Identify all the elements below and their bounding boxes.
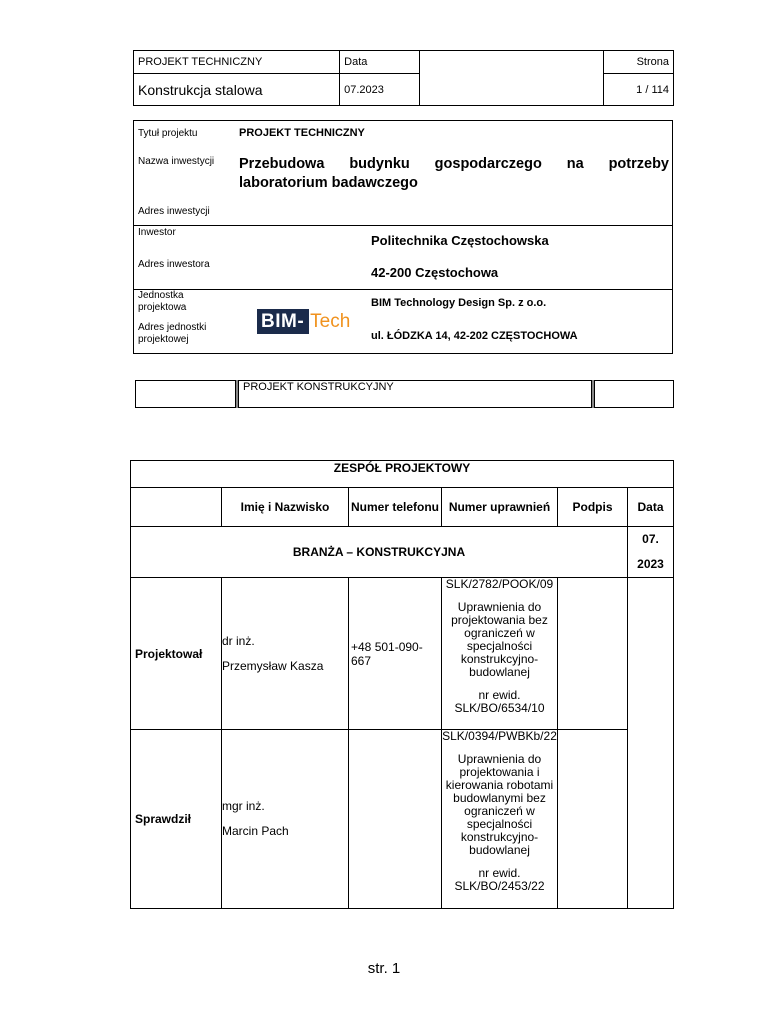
role-cell: Projektował [131, 578, 222, 730]
investor-address-label: Adres inwestora [138, 259, 210, 270]
name-header: Imię i Nazwisko [222, 488, 349, 527]
signature-header: Podpis [558, 488, 628, 527]
bar-separator [591, 380, 595, 408]
subject-cell: Konstrukcja stalowa [134, 74, 340, 106]
project-info-box [133, 120, 673, 354]
license-number: SLK/2782/POOK/09 [445, 577, 554, 591]
signature-cell [558, 578, 628, 730]
name-cell [222, 578, 349, 730]
branch-date [628, 527, 674, 578]
design-unit-value: BIM Technology Design Sp. z o.o. [371, 297, 547, 309]
registration-label: nr ewid. [478, 688, 521, 702]
design-unit-address-label: Adres jednostki projektowej [138, 322, 207, 345]
person-name: Marcin Pach [222, 824, 289, 838]
date-cell [628, 578, 674, 909]
title-label: Tytuł projektu [138, 128, 198, 139]
registration-label: nr ewid. [478, 866, 521, 880]
person-title: dr inż. [222, 633, 255, 648]
branch-date-year: 2023 [637, 557, 664, 571]
project-type-bar [135, 380, 674, 408]
investment-address-label: Adres inwestycji [138, 206, 210, 217]
investment-label: Nazwa inwestycji [138, 156, 215, 167]
phone-header: Numer telefonu [349, 488, 442, 527]
title-value: PROJEKT TECHNICZNY [239, 127, 365, 139]
investment-value: Przebudowa budynku gospodarczego na potrzeby laboratorium badawczego [239, 156, 669, 191]
project-type-label: PROJEKT KONSTRUKCYJNY [243, 381, 394, 393]
bar-separator [235, 380, 239, 408]
logo-tech-part: Tech [310, 311, 351, 332]
design-unit-label: Jednostka projektowa [138, 290, 187, 313]
registration-number: SLK/BO/2453/22 [454, 879, 545, 893]
person-name: Przemysław Kasza [222, 658, 324, 673]
branch-date-month: 07. [642, 532, 659, 546]
bim-tech-logo [257, 309, 350, 334]
page-number: str. 1 [367, 960, 401, 977]
date-value-cell: 07.2023 [340, 74, 419, 106]
investor-label: Inwestor [138, 227, 176, 238]
phone-cell: +48 501-090-667 [349, 578, 442, 730]
license-header: Numer uprawnień [442, 488, 558, 527]
license-description: Uprawnienia do projektowania i kierowania robotami budowlanymi bez ograniczeń w specjalności konstrukcyjno-budowlanej [445, 752, 554, 857]
date-label-cell: Data [340, 51, 419, 74]
phone-cell [349, 730, 442, 909]
license-cell [442, 730, 558, 909]
license-cell [442, 578, 558, 730]
name-cell [222, 730, 349, 909]
branch-label: BRANŻA – KONSTRUKCYJNA [131, 527, 628, 578]
role-cell: Sprawdził [131, 730, 222, 909]
page-value-cell: 1 / 114 [603, 74, 673, 106]
investor-value: Politechnika Częstochowska [371, 233, 549, 248]
logo-bim-part: BIM- [257, 309, 309, 334]
registration-number: SLK/BO/6534/10 [454, 701, 545, 715]
empty-header-cell [419, 51, 603, 106]
doc-type-cell: PROJEKT TECHNICZNY [134, 51, 340, 74]
document-header-table [133, 50, 674, 106]
design-unit-address-value: ul. ŁÓDZKA 14, 42-202 CZĘSTOCHOWA [371, 330, 578, 342]
team-title: ZESPÓŁ PROJEKTOWY [131, 461, 674, 488]
license-description: Uprawnienia do projektowania bez ograniczeń w specjalności konstrukcyjno-budowlanej [451, 600, 548, 679]
divider [134, 225, 672, 226]
role-header-cell [131, 488, 222, 527]
page-label-cell: Strona [603, 51, 673, 74]
date-header: Data [628, 488, 674, 527]
person-title: mgr inż. [222, 799, 265, 813]
signature-cell [558, 730, 628, 909]
investor-address-value: 42-200 Częstochowa [371, 265, 499, 280]
license-number: SLK/0394/PWBKb/22 [442, 729, 557, 743]
project-team-table [130, 460, 674, 909]
